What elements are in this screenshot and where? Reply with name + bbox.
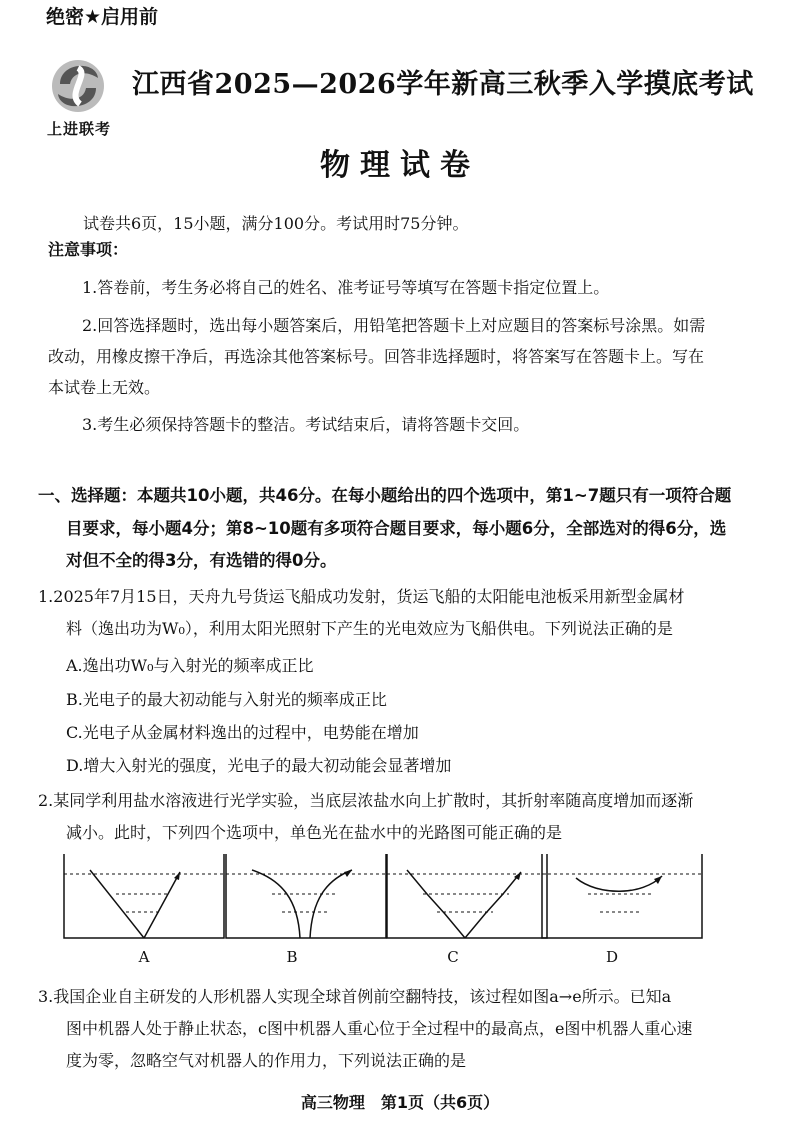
exam-logo (40, 54, 118, 144)
q2-label-a: A (138, 948, 150, 966)
section-header-line-1: 一、选择题：本题共10小题，共46分。在每小题给出的四个选项中，第1~7题只有一项符合题 (38, 486, 732, 505)
q3-stem-line-2: 图中机器人处于静止状态，c图中机器人重心位于全过程中的最高点，e图中机器人重心速 (66, 1019, 693, 1038)
logo-emblem-icon (40, 54, 118, 118)
notice-item-2-line-2: 改动，用橡皮擦干净后，再选涂其他答案标号。回答非选择题时，将答案写在答题卡上。写在 (48, 347, 705, 366)
q2-diagram-a (60, 850, 228, 940)
q1-option-d: D.增大入射光的强度，光电子的最大初动能会显著增加 (66, 756, 452, 775)
q2-diagram-d (538, 850, 706, 940)
q3-stem-line-3: 度为零，忽略空气对机器人的作用力，下列说法正确的是 (66, 1051, 467, 1070)
subject-title: 物理试卷 (320, 148, 480, 183)
notice-item-3: 3.考生必须保持答题卡的整洁。考试结束后，请将答题卡交回。 (82, 415, 530, 434)
q3-stem-line-1: 3.我国企业自主研发的人形机器人实现全球首例前空翻特技，该过程如图a→e所示。已知a (38, 987, 672, 1006)
exam-info: 试卷共6页，15小题，满分100分。考试用时75分钟。 (83, 214, 469, 233)
q2-label-b: B (286, 948, 298, 966)
q2-label-d: D (605, 948, 619, 966)
q2-diagram-b (222, 850, 390, 940)
q2-stem-line-1: 2.某同学利用盐水溶液进行光学实验，当底层浓盐水向上扩散时，其折射率随高度增加而逐渐 (38, 791, 694, 810)
section-header-line-3: 对但不全的得3分，有选错的得0分。 (66, 551, 337, 570)
notice-item-1: 1.答卷前，考生务必将自己的姓名、准考证号等填写在答题卡指定位置上。 (82, 278, 610, 297)
q2-label-c: C (447, 948, 459, 966)
q1-option-c: C.光电子从金属材料逸出的过程中，电势能在增加 (66, 723, 419, 742)
page-footer: 高三物理 第1页（共6页） (300, 1093, 500, 1112)
notice-item-2-line-3: 本试卷上无效。 (48, 378, 161, 397)
q2-diagram-c (383, 850, 551, 940)
notice-item-2-line-1: 2.回答选择题时，选出每小题答案后，用铅笔把答题卡上对应题目的答案标号涂黑。如需 (82, 316, 706, 335)
q1-stem-line-2: 料（逸出功为W₀），利用太阳光照射下产生的光电效应为飞船供电。下列说法正确的是 (66, 619, 673, 638)
q1-stem-line-1: 1.2025年7月15日，天舟九号货运飞船成功发射，货运飞船的太阳能电池板采用新型金属材 (38, 587, 685, 606)
logo-text: 上进联考 (46, 120, 111, 138)
q2-stem-line-2: 减小。此时，下列四个选项中，单色光在盐水中的光路图可能正确的是 (66, 823, 563, 842)
confidential-mark: 绝密★启用前 (46, 6, 159, 28)
q1-option-b: B.光电子的最大初动能与入射光的频率成正比 (66, 690, 387, 709)
exam-title: 江西省2025—2026学年新高三秋季入学摸底考试 (132, 69, 754, 100)
section-header-line-2: 目要求，每小题4分；第8~10题有多项符合题目要求，每小题6分，全部选对的得6分，选 (66, 519, 727, 538)
q1-option-a: A.逸出功W₀与入射光的频率成正比 (66, 656, 314, 675)
notice-title: 注意事项： (48, 240, 129, 259)
